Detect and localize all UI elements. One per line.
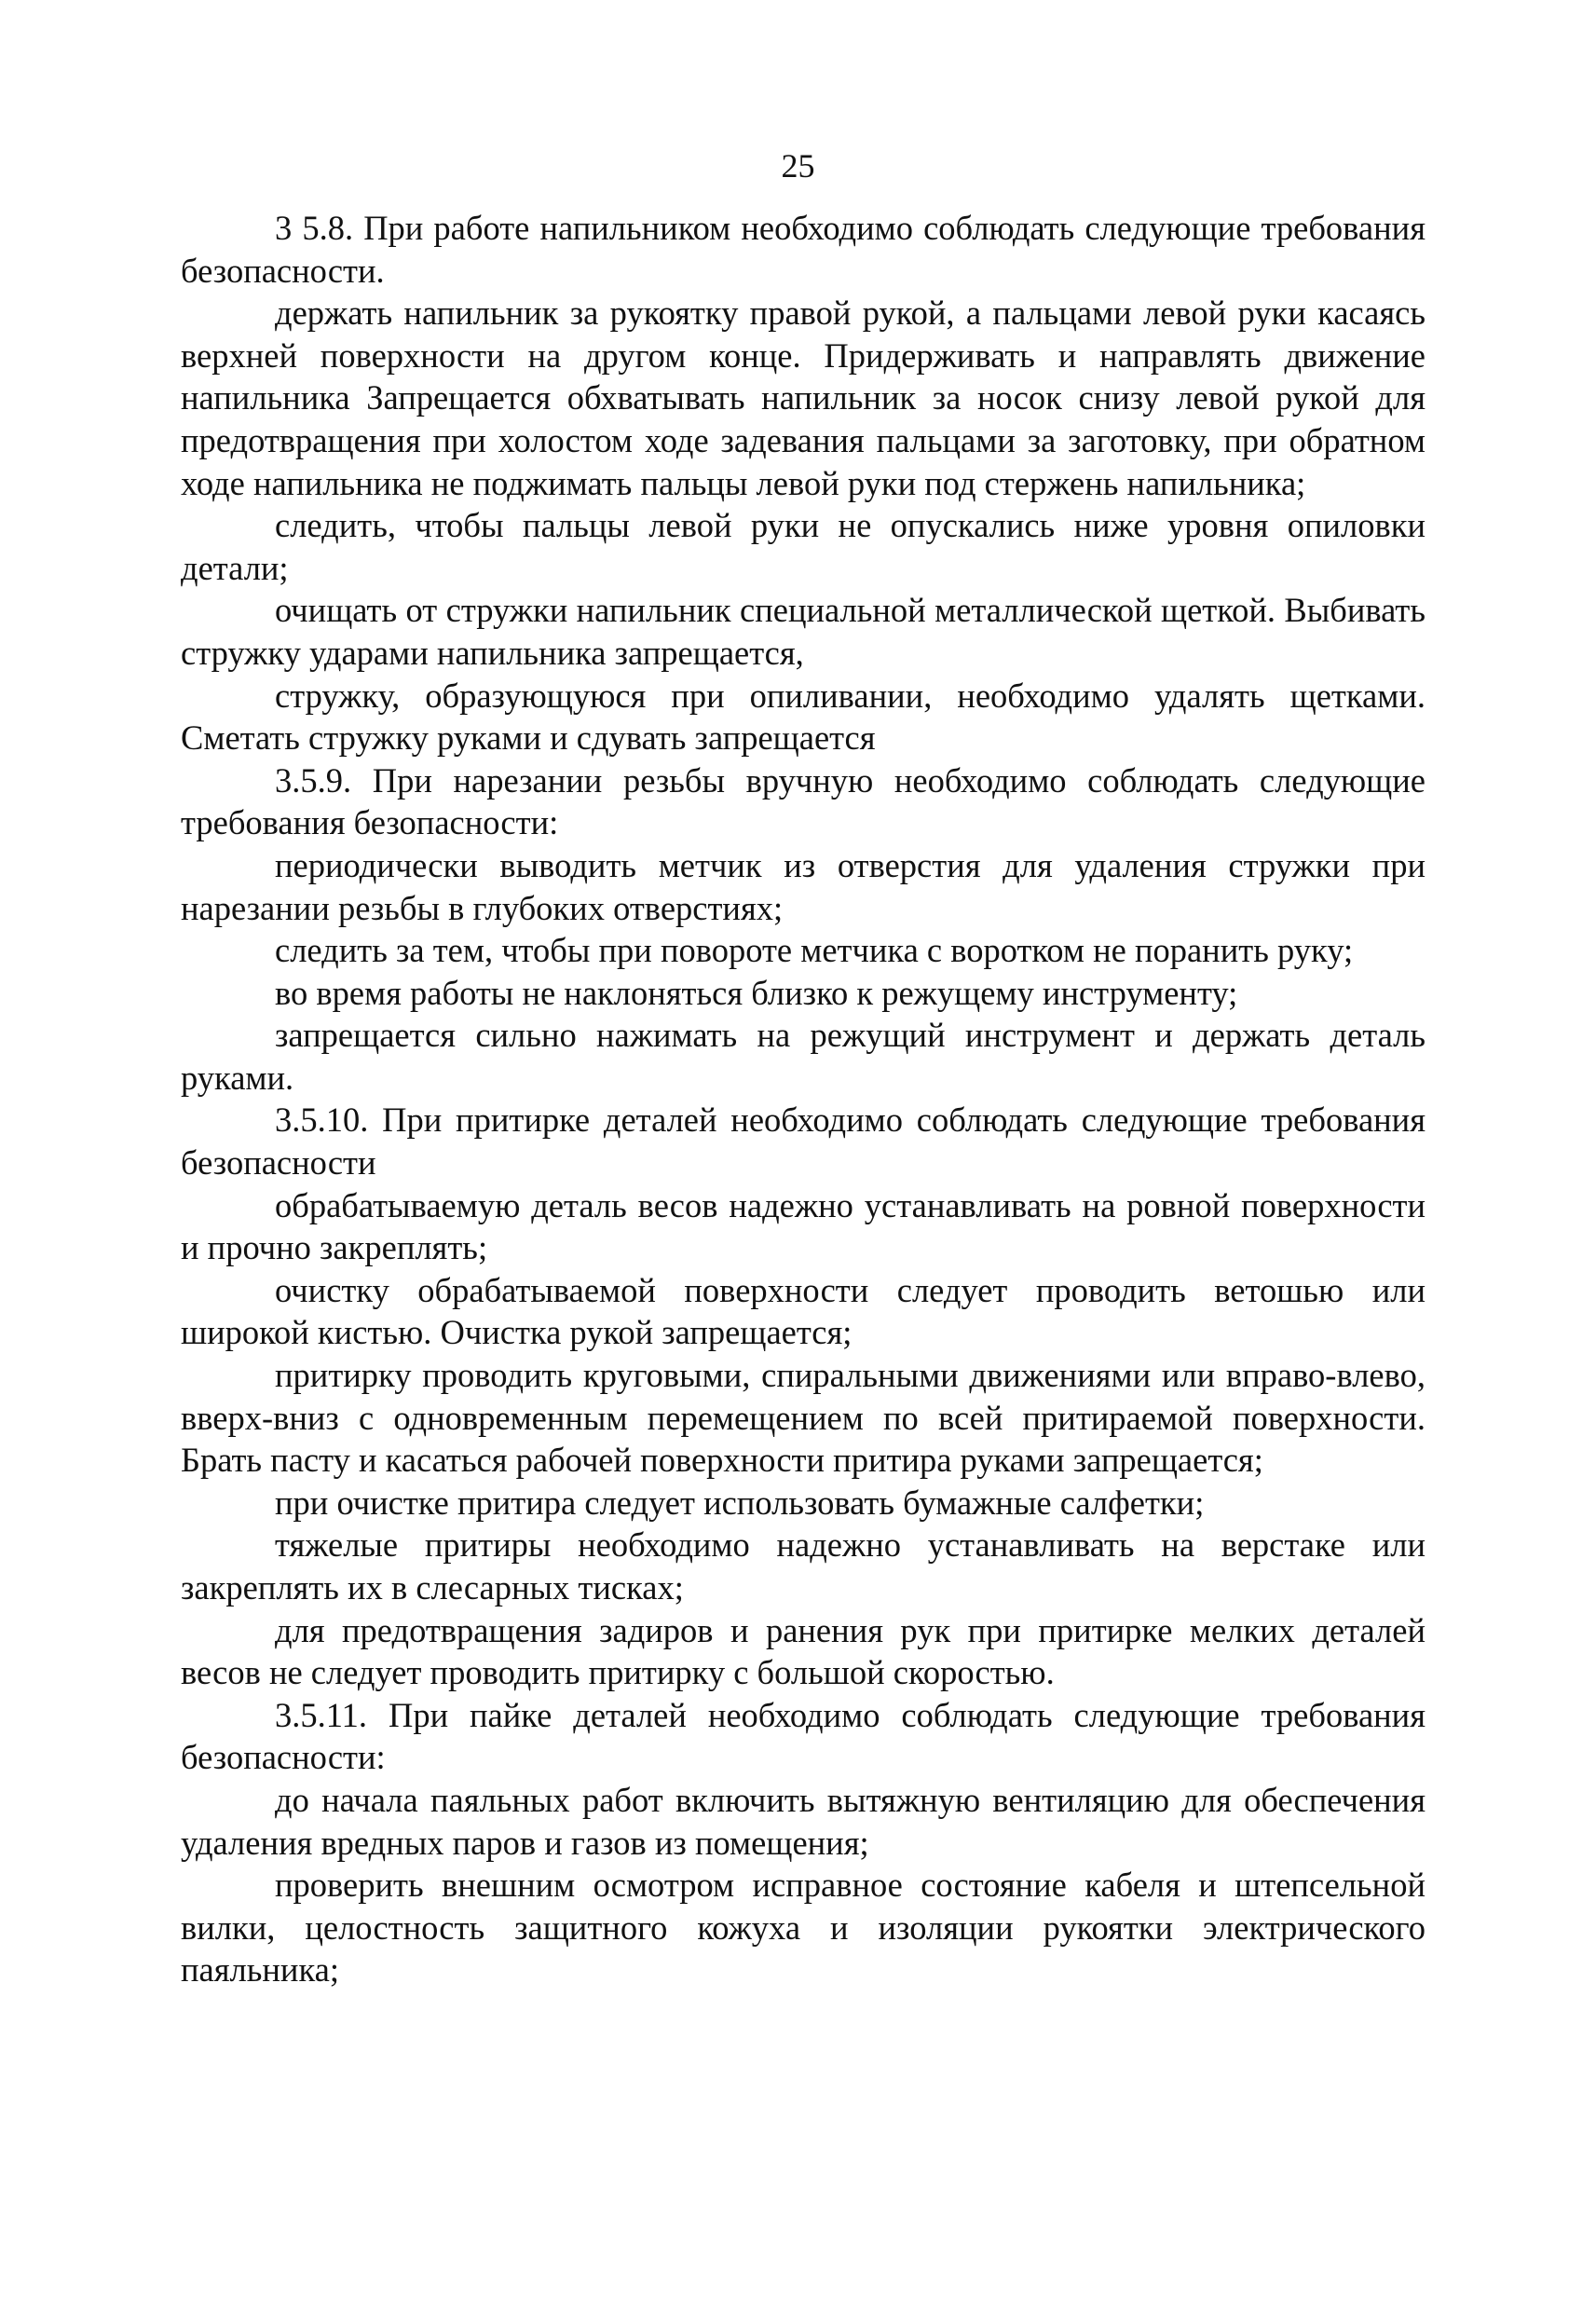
- paragraph-3-5-11-heading: 3.5.11. При пайке деталей необходимо соблюдать следующие требования безопасности:: [181, 1695, 1425, 1777]
- paragraph-hand-safety: следить за тем, чтобы при повороте метчика с воротком не поранить руку;: [275, 931, 1354, 970]
- paragraph-file-grip: держать напильник за рукоятку правой рукой, а пальцами левой руки касаясь верхней поверхности на другом конце. Придерживать и направлять движение напильника Запрещается обхватывать напильник за носок снизу левой рукой для предотвращения при холостом ходе задевания пальцами за заготовку, при обратном ходе напильника не поджимать пальцы левой руки под стержень напильника;: [181, 294, 1425, 502]
- paragraph-chip-removal: стружку, образующуюся при опиливании, необходимо удалять щетками. Сметать стружку руками и сдувать запрещается: [181, 676, 1425, 758]
- paragraph-no-leaning: во время работы не наклоняться близко к режущему инструменту;: [275, 973, 1238, 1012]
- paragraph-ventilation: до начала паяльных работ включить вытяжную вентиляцию для обеспечения удаления вредных паров и газов из помещения;: [181, 1780, 1425, 1862]
- paragraph-heavy-laps: тяжелые притиры необходимо надежно устанавливать на верстаке или закреплять их в слесарных тисках;: [181, 1525, 1425, 1607]
- paragraph-paper-napkins: при очистке притира следует использовать бумажные салфетки;: [275, 1483, 1205, 1522]
- paragraph-3-5-9-heading: 3.5.9. При нарезании резьбы вручную необходимо соблюдать следующие требования безопасности:: [181, 760, 1425, 842]
- document-body: [181, 207, 1425, 1991]
- paragraph-tap-withdrawal: периодически выводить метчик из отверстия для удаления стружки при нарезании резьбы в глубоких отверстиях;: [181, 845, 1425, 927]
- paragraph-low-speed: для предотвращения задиров и ранения рук при притирке мелких деталей весов не следует проводить притирку с большой скоростью.: [181, 1610, 1425, 1692]
- paragraph-3-5-8-heading: 3 5.8. При работе напильником необходимо соблюдать следующие требования безопасности.: [181, 209, 1425, 290]
- paragraph-3-5-10-heading: 3.5.10. При притирке деталей необходимо соблюдать следующие требования безопасности: [181, 1101, 1425, 1183]
- paragraph-file-cleaning: очищать от стружки напильник специальной металлической щеткой. Выбивать стружку ударами напильника запрещается,: [181, 591, 1425, 672]
- paragraph-part-fixing: обрабатываемую деталь весов надежно устанавливать на ровной поверхности и прочно закреплять;: [181, 1185, 1425, 1267]
- paragraph-surface-cleaning: очистку обрабатываемой поверхности следует проводить ветошью или широкой кистью. Очистка рукой запрещается;: [181, 1270, 1425, 1352]
- paragraph-soldering-iron-check: проверить внешним осмотром исправное состояние кабеля и штепсельной вилки, целостность защитного кожуха и изоляции рукоятки электрического паяльника;: [181, 1866, 1425, 1990]
- paragraph-no-pressing: запрещается сильно нажимать на режущий инструмент и держать деталь руками.: [181, 1016, 1425, 1097]
- page-number: 25: [781, 147, 815, 185]
- paragraph-lapping-motion: притирку проводить круговыми, спиральными движениями или вправо-влево, вверх-вниз с одновременным перемещением по всей притираемой поверхности. Брать пасту и касаться рабочей поверхности притира руками запрещается;: [181, 1356, 1425, 1480]
- paragraph-finger-position: следить, чтобы пальцы левой руки не опускались ниже уровня опиловки детали;: [181, 506, 1425, 587]
